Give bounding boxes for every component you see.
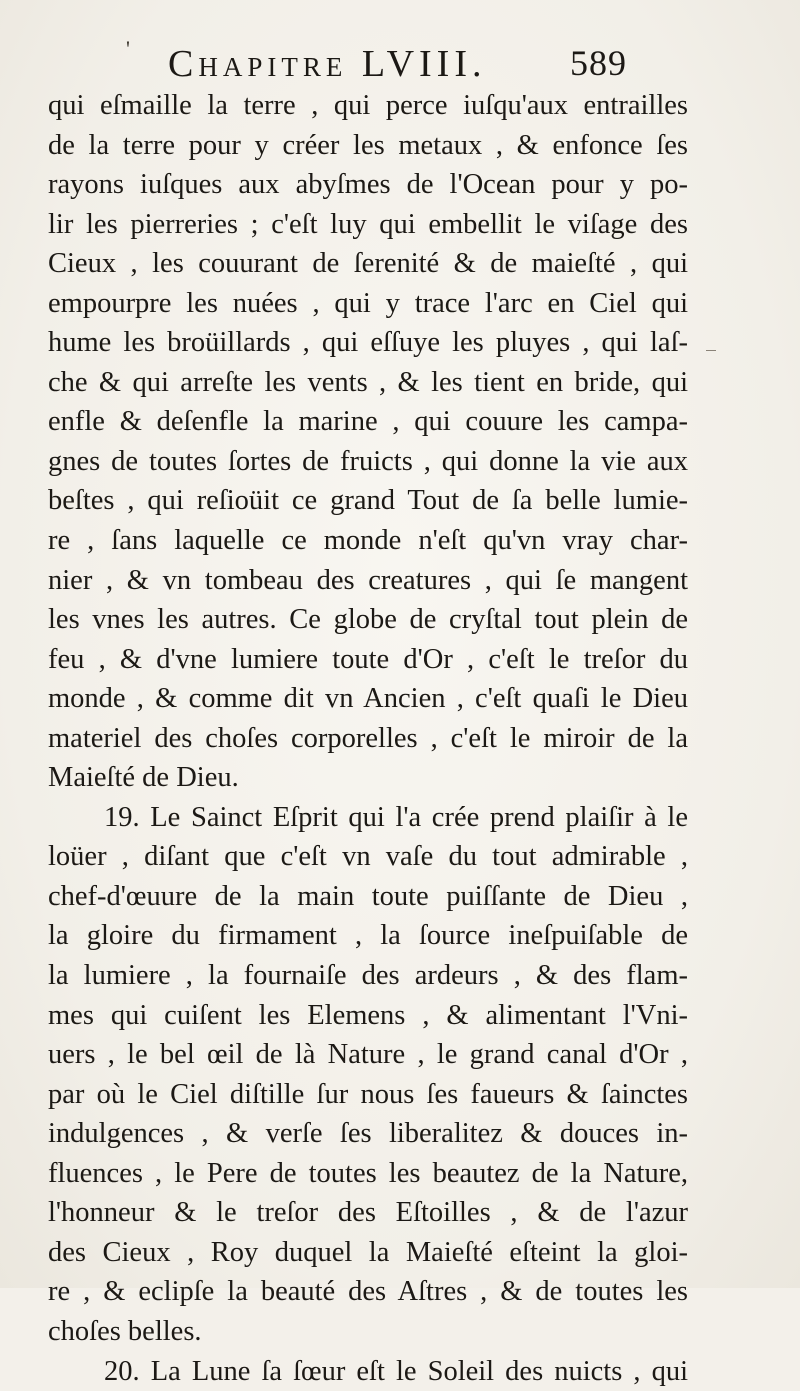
text-line: gnes de toutes ſortes de fruicts , qui donne la vie aux xyxy=(48,442,688,482)
text-line: lir les pierreries ; c'eſt luy qui embellit le viſage des xyxy=(48,205,688,245)
text-line: rayons iuſques aux abyſmes de l'Ocean pour y po- xyxy=(48,165,688,205)
text-line: les vnes les autres. Ce globe de cryſtal tout plein de xyxy=(48,600,688,640)
body-text xyxy=(48,86,688,1391)
text-line: la lumiere , la fournaiſe des ardeurs , & des flam- xyxy=(48,956,688,996)
paragraph-19-start: 19. Le Sainct Eſprit qui l'a crée prend plaiſir à le xyxy=(48,798,688,838)
text-line: enfle & deſenfle la marine , qui couure les campa- xyxy=(48,402,688,442)
chapter-title: Chapitre LVIII. xyxy=(168,42,486,86)
margin-tick xyxy=(706,350,716,351)
head-mark: ' xyxy=(126,36,130,62)
text-line: hume les broüillards , qui eſſuye les pluyes , qui laſ- xyxy=(48,323,688,363)
text-line: chef-d'œuure de la main toute puiſſante de Dieu , xyxy=(48,877,688,917)
text-line: beſtes , qui reſioüit ce grand Tout de ſa belle lumie- xyxy=(48,481,688,521)
text-line: che & qui arreſte les vents , & les tient en bride, qui xyxy=(48,363,688,403)
text-line: empourpre les nuées , qui y trace l'arc en Ciel qui xyxy=(48,284,688,324)
text-line: re , & eclipſe la beauté des Aſtres , & de toutes les xyxy=(48,1272,688,1312)
text-line: uers , le bel œil de là Nature , le grand canal d'Or , xyxy=(48,1035,688,1075)
text-line: Cieux , les couurant de ſerenité & de maieſté , qui xyxy=(48,244,688,284)
page-number: 589 xyxy=(570,42,627,84)
text-line: nier , & vn tombeau des creatures , qui ſe mangent xyxy=(48,561,688,601)
text-line: re , ſans laquelle ce monde n'eſt qu'vn vray char- xyxy=(48,521,688,561)
paragraph-end-line: choſes belles. xyxy=(48,1312,688,1352)
text-line: l'honneur & le treſor des Eſtoilles , & de l'azur xyxy=(48,1193,688,1233)
text-line: mes qui cuiſent les Elemens , & alimentant l'Vni- xyxy=(48,996,688,1036)
text-line: loüer , diſant que c'eſt vn vaſe du tout admirable , xyxy=(48,837,688,877)
paragraph-20-start: 20. La Lune ſa ſœur eſt le Soleil des nuicts , qui xyxy=(48,1352,688,1391)
text-line: materiel des choſes corporelles , c'eſt le miroir de la xyxy=(48,719,688,759)
text-line: la gloire du firmament , la ſource ineſpuiſable de xyxy=(48,916,688,956)
text-line: qui eſmaille la terre , qui perce iuſqu'aux entrailles xyxy=(48,86,688,126)
text-line: par où le Ciel diſtille ſur nous ſes faueurs & ſainctes xyxy=(48,1075,688,1115)
text-line: monde , & comme dit vn Ancien , c'eſt quaſi le Dieu xyxy=(48,679,688,719)
text-line: fluences , le Pere de toutes les beautez de la Nature, xyxy=(48,1154,688,1194)
paragraph-end-line: Maieſté de Dieu. xyxy=(48,758,688,798)
text-line: indulgences , & verſe ſes liberalitez & douces in- xyxy=(48,1114,688,1154)
text-line: de la terre pour y créer les metaux , & enfonce ſes xyxy=(48,126,688,166)
text-line: feu , & d'vne lumiere toute d'Or , c'eſt le treſor du xyxy=(48,640,688,680)
running-head xyxy=(0,28,800,88)
text-line: des Cieux , Roy duquel la Maieſté eſteint la gloi- xyxy=(48,1233,688,1273)
